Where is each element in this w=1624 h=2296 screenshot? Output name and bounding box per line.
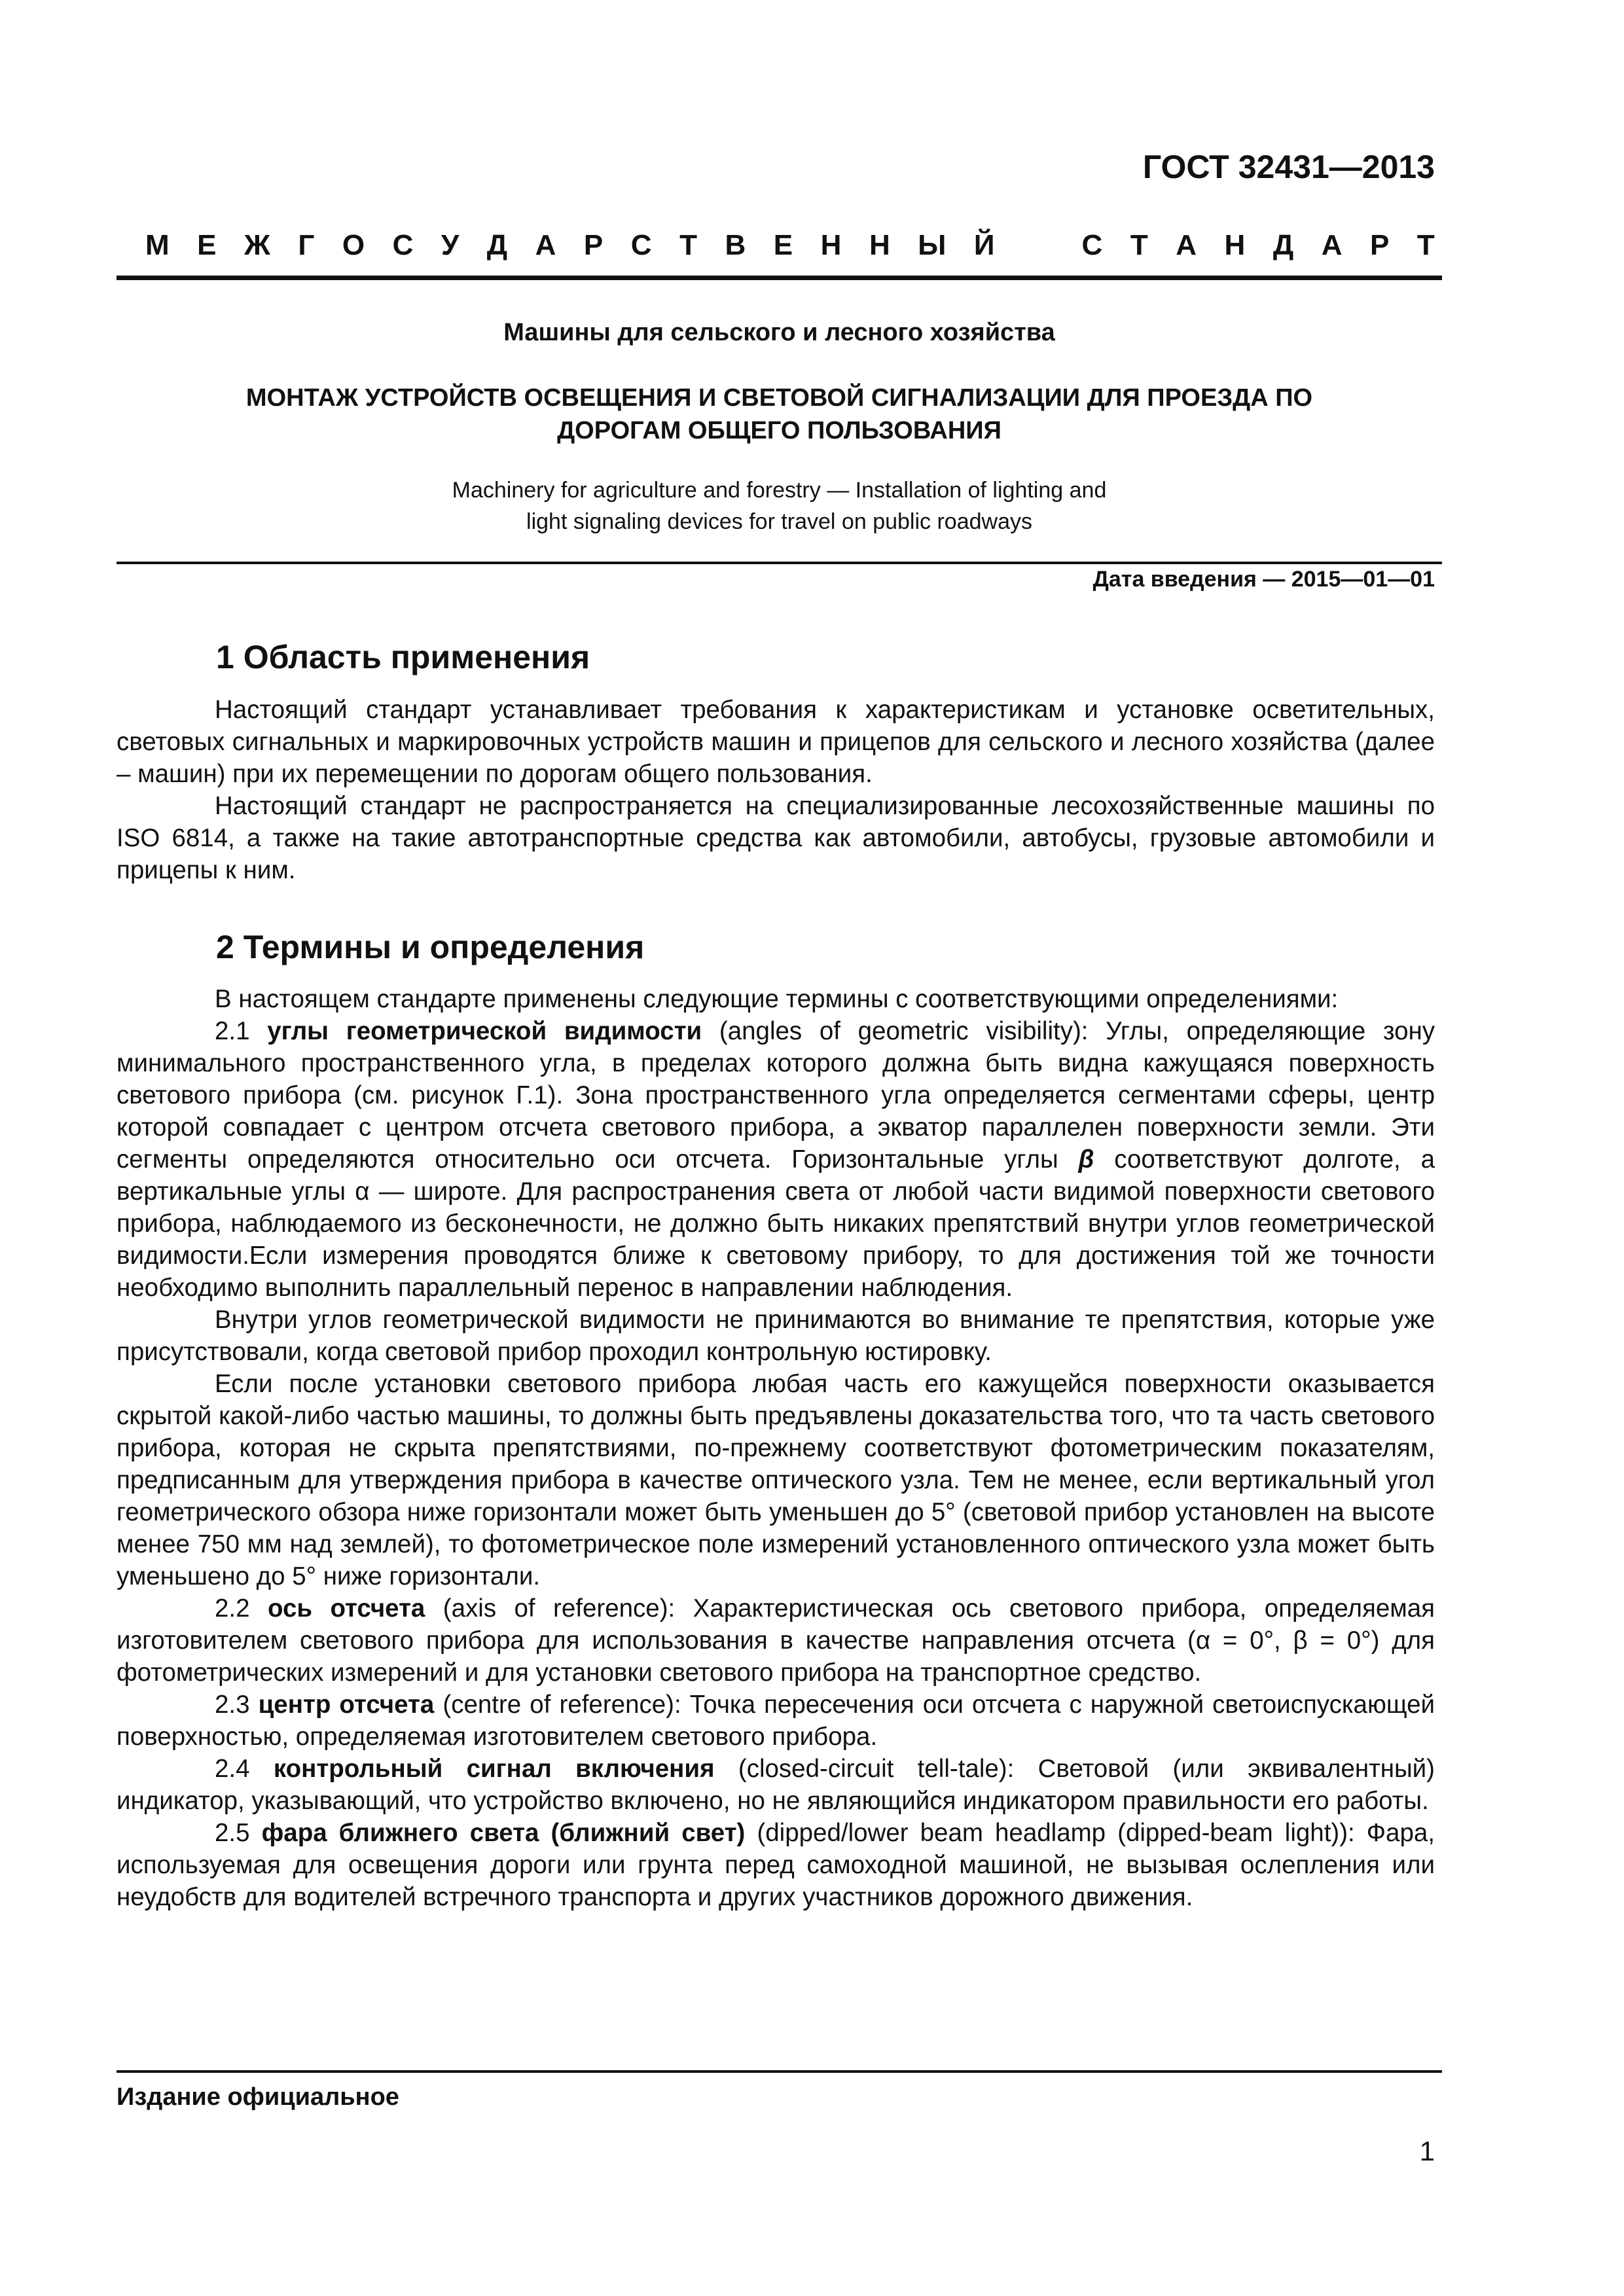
term-2-3 <box>117 1689 1435 1753</box>
term-definition: (dipped/lower beam headlamp (dipped-beam light)): Фара, используемая для освещения дороги или грунта перед самоходной машиной, не вызывая ослепления или неудобств для водителей встречного транспорта и других участников дорожного движения. <box>117 1819 1435 1911</box>
english-title-line: light signaling devices for travel on public roadways <box>526 509 1032 534</box>
term-definition: соответствуют долготе, а вертикальные углы α — широте. Для распространения света от любой части видимой поверхности светового прибора, наблюдаемого из бесконечности, не должно быть никаких препятствий внутри углов геометрической видимости.Если измерения проводятся ближе к световому прибору, то для достижения той же точности необходимо выполнить параллельный перенос в направлении наблюдения. <box>117 1145 1435 1302</box>
paragraph: Внутри углов геометрической видимости не принимаются во внимание те препятствия, которые уже присутствовали, когда световой прибор проходил контрольную юстировку. <box>117 1306 1435 1366</box>
paragraph: Настоящий стандарт не распространяется на специализированные лесохозяйственные машины по ISO 6814, а также на такие автотранспортные средства как автомобили, автобусы, грузовые автомобили и прицепы к ним. <box>117 792 1435 884</box>
banner-word-gap <box>1022 229 1054 262</box>
banner-letter: Н <box>869 229 890 261</box>
document-title-english <box>117 475 1442 537</box>
beta-symbol: β <box>1078 1145 1094 1174</box>
introduction-date: Дата введения — 2015—01—01 <box>1092 567 1435 592</box>
document-title-line: ДОРОГАМ ОБЩЕГО ПОЛЬЗОВАНИЯ <box>557 417 1001 444</box>
banner-letter: О <box>342 229 365 261</box>
term-name: центр отсчета <box>258 1691 435 1719</box>
page-number: 1 <box>1419 2136 1435 2166</box>
term-2-5 <box>117 1817 1435 1913</box>
banner-letter: Д <box>1272 229 1294 261</box>
term-name: контрольный сигнал включения <box>273 1755 715 1783</box>
banner-letter: Т <box>1130 229 1148 261</box>
section-2-body <box>117 983 1435 1913</box>
banner-letter: Е <box>773 229 793 261</box>
term-definition: (closed-circuit tell-tale): Световой (или эквивалентный) индикатор, указывающий, что устройство включено, но не являющийся индикатором правильности его работы. <box>117 1755 1435 1815</box>
banner-letter: А <box>535 229 556 261</box>
banner-letter: С <box>630 229 652 261</box>
term-number: 2.5 <box>215 1819 250 1847</box>
term-number: 2.2 <box>215 1594 250 1623</box>
document-title-line: МОНТАЖ УСТРОЙСТВ ОСВЕЩЕНИЯ И СВЕТОВОЙ СИГНАЛИЗАЦИИ ДЛЯ ПРОЕЗДА ПО <box>245 384 1313 412</box>
term-2-1 <box>117 1015 1435 1304</box>
term-number: 2.1 <box>215 1017 250 1045</box>
section-heading: 2 Термины и определения <box>216 929 645 965</box>
banner-letter: Н <box>1224 229 1246 261</box>
term-name: ось отсчета <box>267 1594 425 1623</box>
term-number: 2.3 <box>215 1691 250 1719</box>
banner-letter: С <box>392 229 414 261</box>
banner-letter: А <box>1176 229 1197 261</box>
document-number: ГОСТ 32431—2013 <box>1142 149 1435 185</box>
banner-letter: В <box>725 229 746 261</box>
term-2-4 <box>117 1753 1435 1817</box>
section-heading: 1 Область применения <box>216 639 590 675</box>
banner-letter: Т <box>1416 229 1435 261</box>
term-definition: (centre of reference): Точка пересечения оси отсчета с наружной светоиспускающей поверхностью, определяемая изготовителем светового прибора. <box>117 1691 1435 1751</box>
banner-letter: Ж <box>244 229 270 261</box>
document-title <box>117 382 1442 447</box>
term-2-2 <box>117 1592 1435 1689</box>
subtitle: Машины для сельского и лесного хозяйства <box>503 319 1055 346</box>
banner-letter: У <box>441 229 460 261</box>
header-divider <box>117 276 1442 280</box>
banner-letter: А <box>1321 229 1343 261</box>
official-edition-label: Издание официальное <box>117 2083 399 2111</box>
banner-letter: Г <box>298 229 315 261</box>
banner-letter: М <box>145 229 170 261</box>
banner-letter: Т <box>679 229 697 261</box>
term-name: углы геометрической видимости <box>267 1017 702 1045</box>
term-name: фара ближнего света (ближний свет) <box>261 1819 746 1847</box>
paragraph: В настоящем стандарте применены следующие термины с соответствующими определениями: <box>215 985 1339 1013</box>
section-1-body <box>117 694 1435 886</box>
footer-divider <box>117 2070 1442 2073</box>
banner-letter: Д <box>486 229 508 261</box>
banner-letter: Р <box>583 229 604 261</box>
title-divider <box>117 562 1442 564</box>
banner-letter: Е <box>197 229 217 261</box>
term-number: 2.4 <box>215 1755 250 1783</box>
interstate-standard-banner <box>145 229 1435 262</box>
banner-letter: Р <box>1369 229 1390 261</box>
banner-letter: Й <box>973 229 995 261</box>
paragraph: Если после установки светового прибора любая часть его кажущейся поверхности оказывается скрытой какой-либо частью машины, то должны быть предъявлены доказательства того, что та часть светового прибора, которая не скрыта препятствиями, по-прежнему соответствуют фотометрическим показателям, предписанным для утверждения прибора в качестве оптического узла. Тем не менее, если вертикальный угол геометрического обзора ниже горизонтали может быть уменьшен до 5° (световой прибор установлен на высоте менее 750 мм над землей), то фотометрическое поле измерений установленного оптического узла может быть уменьшено до 5° ниже горизонтали. <box>117 1370 1435 1590</box>
term-definition: (axis of reference): Характеристическая ось светового прибора, определяемая изготовителем светового прибора для использования в качестве направления отсчета (α = 0°, β = 0°) для фотометрических измерений и для установки светового прибора на транспортное средство. <box>117 1594 1435 1687</box>
banner-letter: Ы <box>918 229 947 261</box>
term-definition: (angles of geometric visibility): Углы, определяющие зону минимального пространственного угла, в пределах которого должна быть видна кажущаяся поверхность светового прибора (см. рисунок Г.1). Зона пространственного угла определяется сегментами сферы, центр которой совпадает с центром отсчета светового прибора, а экватор параллелен поверхности земли. Эти сегменты определяются относительно оси отсчета. Горизонтальные углы <box>117 1017 1435 1174</box>
banner-letter: Н <box>820 229 842 261</box>
english-title-line: Machinery for agriculture and forestry — Installation of lighting and <box>452 478 1107 503</box>
banner-letter: С <box>1081 229 1103 261</box>
paragraph: Настоящий стандарт устанавливает требования к характеристикам и установке осветительных, световых сигнальных и маркировочных устройств машин и прицепов для сельского и лесного хозяйства (далее – машин) при их перемещении по дорогам общего пользования. <box>117 696 1435 788</box>
